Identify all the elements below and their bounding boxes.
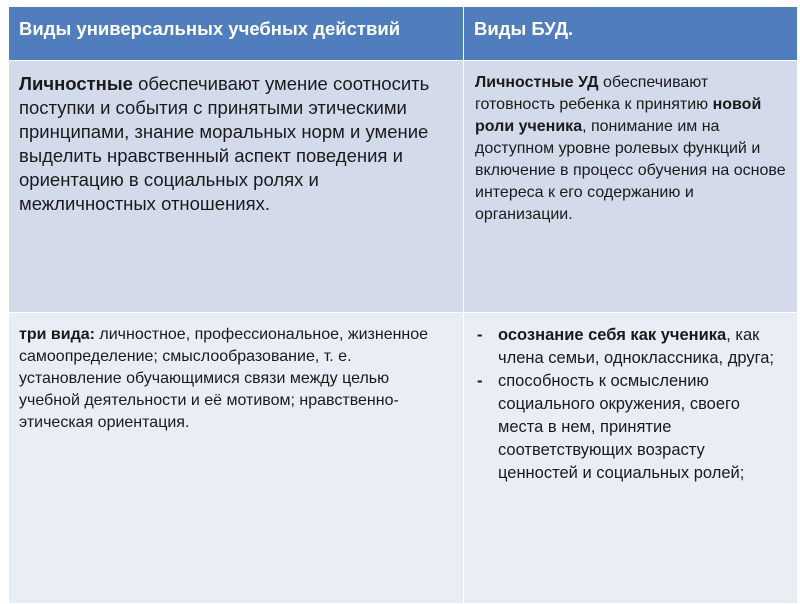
three-kinds-text xyxy=(9,313,463,434)
table-row-kinds xyxy=(9,313,798,604)
table-header-row xyxy=(9,7,798,61)
header-cell-uud-types xyxy=(9,7,464,61)
new-student-role-term: новой роли ученика xyxy=(475,96,762,135)
personal-bud-text-part2: , понимание им на доступном уровне ролевых функций и включение в процесс обучения на основе интереса к его содержанию и организации. xyxy=(475,118,786,223)
list-item xyxy=(475,324,787,370)
list-item xyxy=(475,370,787,485)
header-bud-types-label: Виды БУД. xyxy=(474,18,574,39)
personal-bud-text-part1: обеспечивают готовность ребенка к принятию xyxy=(475,74,713,113)
cell-bud-list xyxy=(464,313,798,604)
personal-uud-term: Личностные xyxy=(19,73,133,94)
bud-list xyxy=(475,324,787,485)
personal-bud-text xyxy=(464,61,797,226)
header-cell-bud-types xyxy=(464,7,798,61)
list-item-text: , как члена семьи, одноклассника, друга; xyxy=(498,326,775,367)
dash-bullet-icon: - xyxy=(477,372,483,390)
bud-list-wrapper xyxy=(464,313,797,485)
cell-three-kinds xyxy=(9,313,464,604)
three-kinds-description: личностное, профессиональное, жизненное самоопределение; смыслообразование, т. е. установление обучающимися связи между целью учебной деятельности и её мотивом; нравственно-этическая ориентация. xyxy=(19,326,429,431)
dash-bullet-icon: - xyxy=(477,326,483,344)
personal-uud-text xyxy=(9,61,463,216)
cell-personal-bud xyxy=(464,61,798,313)
table-row-personal xyxy=(9,61,798,313)
list-item-text: способность к осмыслению социального окружения, своего места в нем, принятие соответствующих возрасту ценностей и социальных ролей; xyxy=(498,372,745,482)
header-uud-types-label: Виды универсальных учебных действий xyxy=(19,18,401,39)
three-kinds-term: три вида: xyxy=(19,326,95,343)
personal-uud-description: обеспечивают умение соотносить поступки и события с принятыми этическими принципами, знание моральных норм и умение выделить нравственный аспект поведения и ориентацию в социальных ролях и межличностных отношениях. xyxy=(19,73,430,214)
list-item-bold: осознание себя как ученика xyxy=(498,326,727,344)
comparison-table xyxy=(8,6,798,604)
cell-personal-uud xyxy=(9,61,464,313)
personal-bud-term: Личностные УД xyxy=(475,74,599,91)
